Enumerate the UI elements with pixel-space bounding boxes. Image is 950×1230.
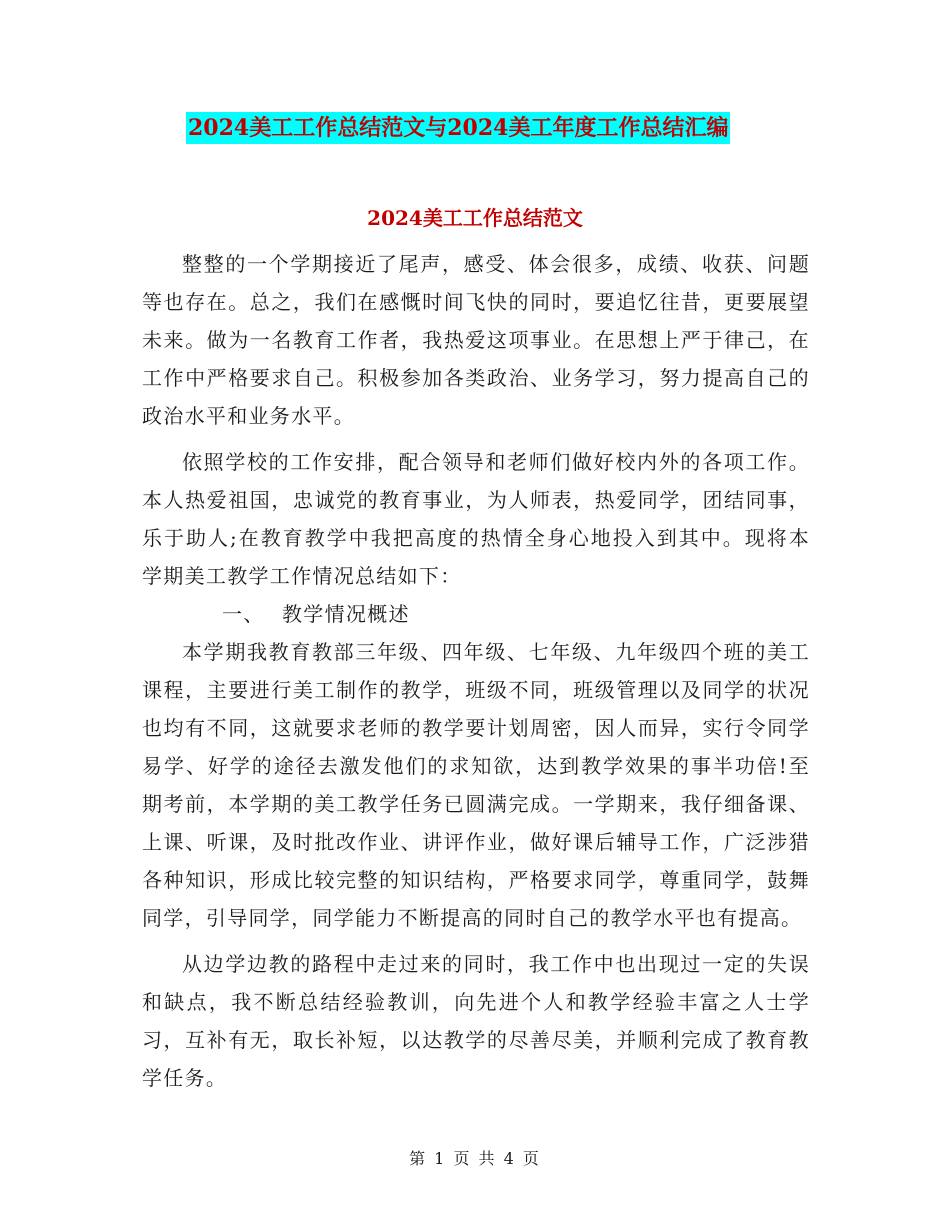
section-heading-number: 一、 — [222, 602, 265, 626]
section-heading-text: 教学情况概述 — [282, 602, 410, 626]
section-title: 2024美工工作总结范文 — [367, 206, 583, 230]
document-title: 2024美工工作总结范文与2024美工年度工作总结汇编 — [186, 112, 730, 144]
section-heading — [142, 595, 810, 633]
paragraph-1: 整整的一个学期接近了尾声，感受、体会很多，成绩、收获、问题等也存在。总之，我们在感慨时间飞快的同时，要追忆往昔，更要展望未来。做为一名教育工作者，我热爱这项事业。在思想上严于律己，在工作中严格要求自己。积极参加各类政治、业务学习，努力提高自己的政治水平和业务水平。 — [142, 252, 810, 428]
page-footer: 第 1 页 共 4 页 — [409, 1149, 541, 1168]
paragraph-4: 从边学边教的路程中走过来的同时，我工作中也出现过一定的失误和缺点，我不断总结经验教训，向先进个人和教学经验丰富之人士学习，互补有无，取长补短，以达教学的尽善尽美，并顺利完成了教育教学任务。 — [142, 952, 810, 1090]
paragraph-3: 本学期我教育教部三年级、四年级、七年级、九年级四个班的美工课程，主要进行美工制作的教学，班级不同，班级管理以及同学的状况也均有不同，这就要求老师的教学要计划周密，因人而异，实行令同学易学、好学的途径去激发他们的求知欲，达到教学效果的事半功倍!至期考前，本学期的美工教学任务已圆满完成。一学期来，我仔细备课、上课、听课，及时批改作业、讲评作业，做好课后辅导工作，广泛涉猎各种知识，形成比较完整的知识结构，严格要求同学，尊重同学，鼓舞同学，引导同学，同学能力不断提高的同时自己的教学水平也有提高。 — [142, 640, 810, 930]
document-body — [142, 245, 810, 1097]
paragraph-2: 依照学校的工作安排，配合领导和老师们做好校内外的各项工作。本人热爱祖国，忠诚党的教育事业，为人师表，热爱同学，团结同事，乐于助人;在教育教学中我把高度的热情全身心地投入到其中。现将本学期美工教学工作情况总结如下： — [142, 450, 810, 588]
